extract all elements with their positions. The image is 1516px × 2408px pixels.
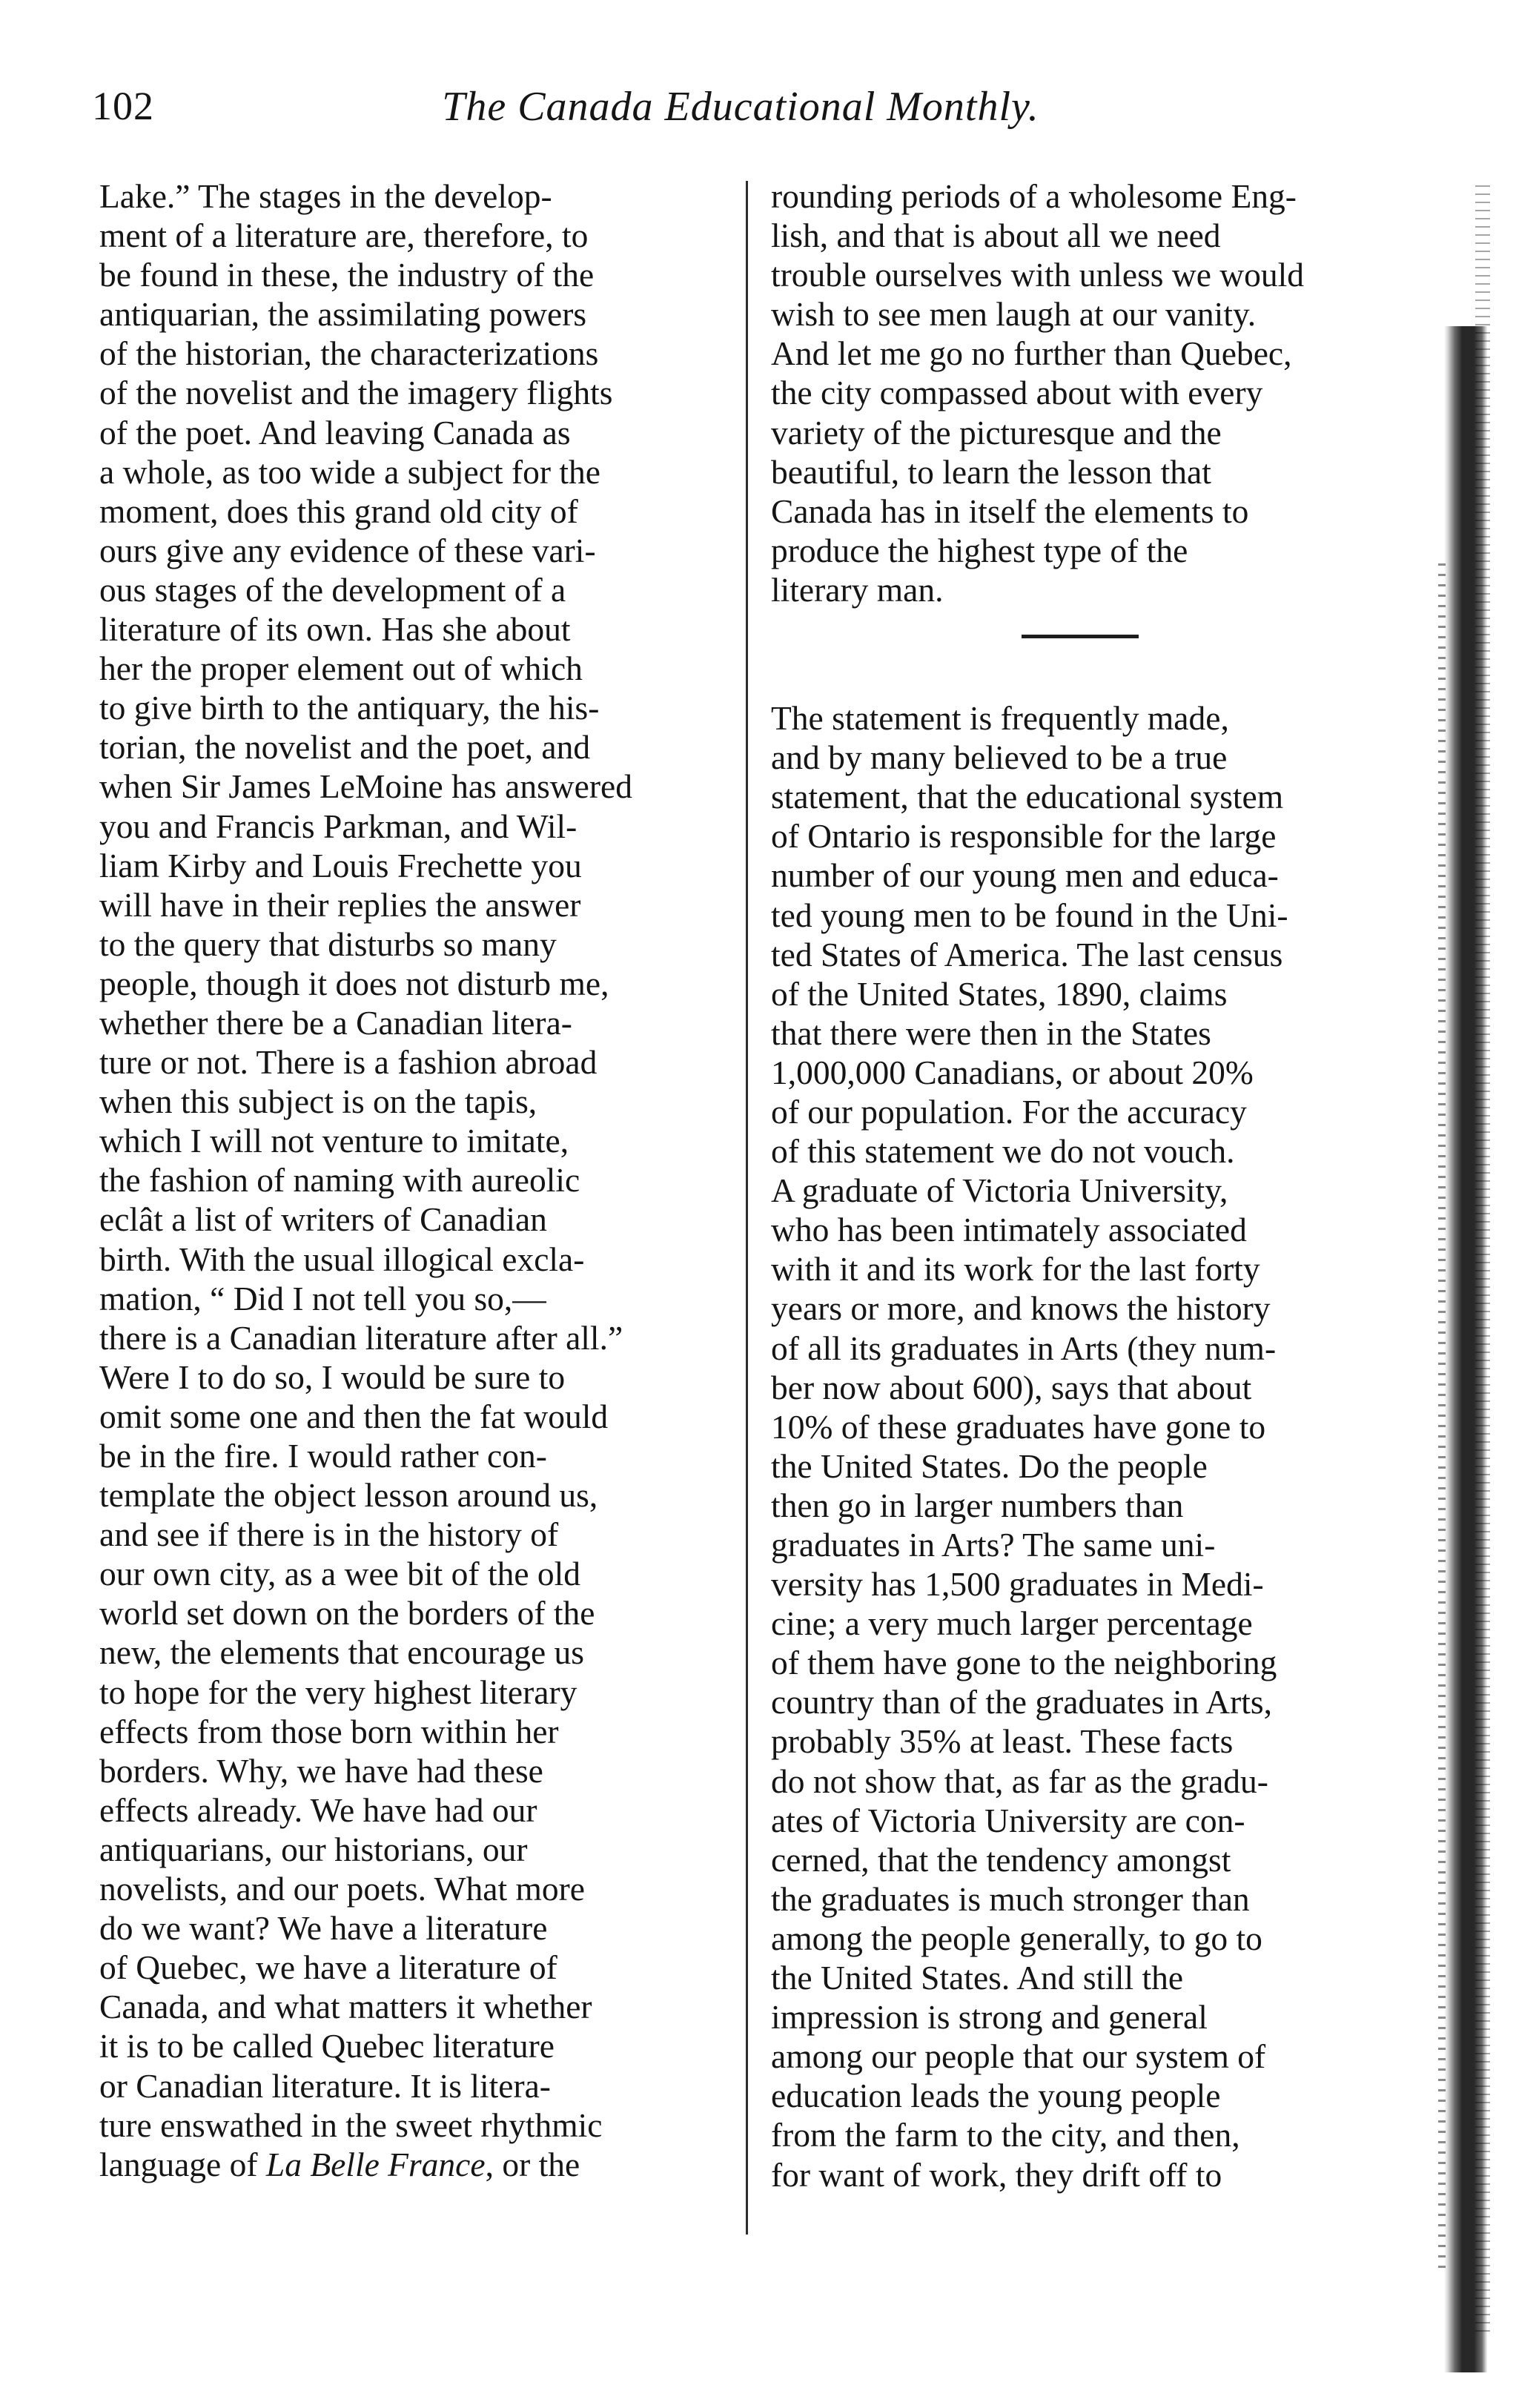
text-line: our own city, as a wee bit of the old [99,1555,581,1593]
text-line: of all its graduates in Arts (they num- [771,1329,1277,1367]
text-line: of Quebec, we have a literature of [99,1948,557,1987]
running-title: The Canada Educational Monthly. [442,84,1039,130]
text-line: ture enswathed in the sweet rhythmic [99,2106,603,2144]
text-line: graduates in Arts? The same uni- [771,1526,1216,1564]
text-line: number of our young men and educa- [771,856,1279,895]
text-line: ours give any evidence of these vari- [99,531,596,569]
text-line: for want of work, they drift off to [771,2155,1222,2194]
text-line: probably 35% at least. These facts [771,1722,1234,1761]
text-line: Canada, and what matters it whether [99,1988,592,2026]
text-line: literary man. [771,570,944,609]
text-line: the United States. And still the [771,1959,1184,1997]
text-line: ted States of America. The last census [771,935,1283,973]
paragraph-gap [771,609,1388,698]
text-line: Canada has in itself the elements to [771,492,1249,530]
text-line: trouble ourselves with unless we would [771,256,1305,294]
text-line: when Sir James LeMoine has answered [99,767,632,806]
text-line: lish, and that is about all we need [771,216,1221,255]
text-line: to give birth to the antiquary, the his- [99,689,600,727]
scan-noise-strip [1475,185,1490,2335]
text-line: the fashion of naming with aureolic [99,1161,580,1200]
final-text-line [99,2145,722,2184]
text-line: ture or not. There is a fashion abroad [99,1043,598,1082]
text-line: world set down on the borders of the [99,1594,595,1633]
text-line: of them have gone to the neighboring [771,1644,1277,1682]
text-line: Lake.” The stages in the develop- [99,177,552,215]
text-line: to hope for the very highest literary [99,1673,577,1711]
text-line: ted young men to be found in the Uni- [771,896,1288,934]
text-line: novelists, and our poets. What more [99,1870,585,1908]
text-line: when this subject is on the tapis, [99,1082,537,1121]
text-line: versity has 1,500 graduates in Medi- [771,1565,1264,1604]
text-line: A graduate of Victoria University, [771,1171,1228,1210]
text-line: ates of Victoria University are con- [771,1801,1245,1839]
text-line: literature of its own. Has she about [99,610,571,649]
right-text-column [771,176,1388,2194]
text-line: ous stages of the development of a [99,570,566,609]
text-line: her the proper element out of which [99,649,583,688]
text-line: antiquarian, the assimilating powers [99,295,587,334]
italic-title: La Belle France [265,2145,486,2183]
text-line: rounding periods of a wholesome Eng- [771,177,1297,215]
text-line: that there were then in the States [771,1013,1211,1052]
text-line: 10% of these graduates have gone to [771,1407,1266,1446]
text-line: of Ontario is responsible for the large [771,817,1277,856]
text-line: which I will not venture to imitate, [99,1122,569,1160]
text-line: statement, that the educational system [771,778,1284,816]
text-line: antiquarians, our historians, our [99,1830,528,1868]
text-line: eclât a list of writers of Canadian [99,1200,547,1239]
text-line: people, though it does not disturb me, [99,964,609,1002]
text-line: ber now about 600), says that about [771,1368,1252,1406]
text-line: and by many believed to be a true [771,738,1228,777]
text-line: the city compassed about with every [771,374,1263,412]
page-number: 102 [92,84,154,128]
text-line: among our people that our system of [771,2037,1266,2076]
text-line: a whole, as too wide a subject for the [99,452,600,491]
left-text-column [99,176,722,2184]
text-line: of our population. For the accuracy [771,1092,1247,1131]
text-line: effects from those born within her [99,1712,559,1750]
text-line: of the United States, 1890, claims [771,974,1228,1013]
text-line: the graduates is much stronger than [771,1879,1250,1918]
text-line: and see if there is in the history of [99,1515,559,1554]
text-line: do we want? We have a literature [99,1909,548,1948]
text-line: who has been intimately associated [771,1211,1247,1249]
section-separator-rule [1022,635,1139,638]
scan-noise-strip [1438,563,1446,2269]
text-line: liam Kirby and Louis Frechette you [99,846,582,884]
text-line: The statement is frequently made, [771,699,1229,738]
text-line: ment of a literature are, therefore, to [99,216,589,255]
text-line: there is a Canadian literature after all.” [99,1318,623,1357]
text-line: of this statement we do not vouch. [771,1132,1235,1171]
text-line: new, the elements that encourage us [99,1633,585,1672]
text-fragment: , or the [485,2145,580,2183]
page-header [92,83,1389,150]
text-line: produce the highest type of the [771,531,1188,569]
text-line: of the historian, the characterizations [99,334,599,373]
text-line: variety of the picturesque and the [771,413,1222,452]
text-line: impression is strong and general [771,1998,1208,2037]
text-line: wish to see men laugh at our vanity. [771,295,1257,334]
text-line: cerned, that the tendency amongst [771,1840,1231,1879]
text-line: effects already. We have had our [99,1790,537,1829]
text-line: country than of the graduates in Arts, [771,1683,1273,1721]
text-line: moment, does this grand old city of [99,492,578,530]
text-line: birth. With the usual illogical excla- [99,1240,585,1278]
text-line: to the query that disturbs so many [99,924,557,963]
text-line: Were I to do so, I would be sure to [99,1357,566,1396]
text-line: of the poet. And leaving Canada as [99,413,571,452]
text-line: cine; a very much larger percentage [771,1604,1253,1643]
text-line: mation, “ Did I not tell you so,— [99,1279,546,1317]
text-line: do not show that, as far as the gradu- [771,1762,1268,1800]
text-line: it is to be called Quebec literature [99,2027,555,2065]
text-line: And let me go no further than Quebec, [771,334,1292,373]
text-line: borders. Why, we have had these [99,1751,543,1790]
text-line: years or more, and knows the history [771,1289,1271,1328]
text-line: education leads the young people [771,2077,1221,2115]
text-line: from the farm to the city, and then, [771,2116,1240,2154]
text-line: beautiful, to learn the lesson that [771,452,1211,491]
text-line: you and Francis Parkman, and Wil- [99,807,577,845]
text-line: be found in these, the industry of the [99,256,595,294]
text-fragment: language of [99,2145,258,2183]
text-line: will have in their replies the answer [99,885,581,924]
text-line: the United States. Do the people [771,1446,1208,1485]
text-line: with it and its work for the last forty [771,1250,1260,1289]
column-divider [746,181,748,2235]
text-line: then go in larger numbers than [771,1486,1184,1524]
text-line: among the people generally, to go to [771,1919,1262,1957]
text-line: template the object lesson around us, [99,1476,598,1515]
text-line: torian, the novelist and the poet, and [99,728,591,767]
text-line: 1,000,000 Canadians, or about 20% [771,1053,1254,1091]
text-line: be in the fire. I would rather con- [99,1437,547,1475]
text-line: of the novelist and the imagery flights [99,374,613,412]
text-line: omit some one and then the fat would [99,1397,609,1435]
text-line: or Canadian literature. It is litera- [99,2066,551,2105]
text-line: whether there be a Canadian litera- [99,1003,572,1042]
